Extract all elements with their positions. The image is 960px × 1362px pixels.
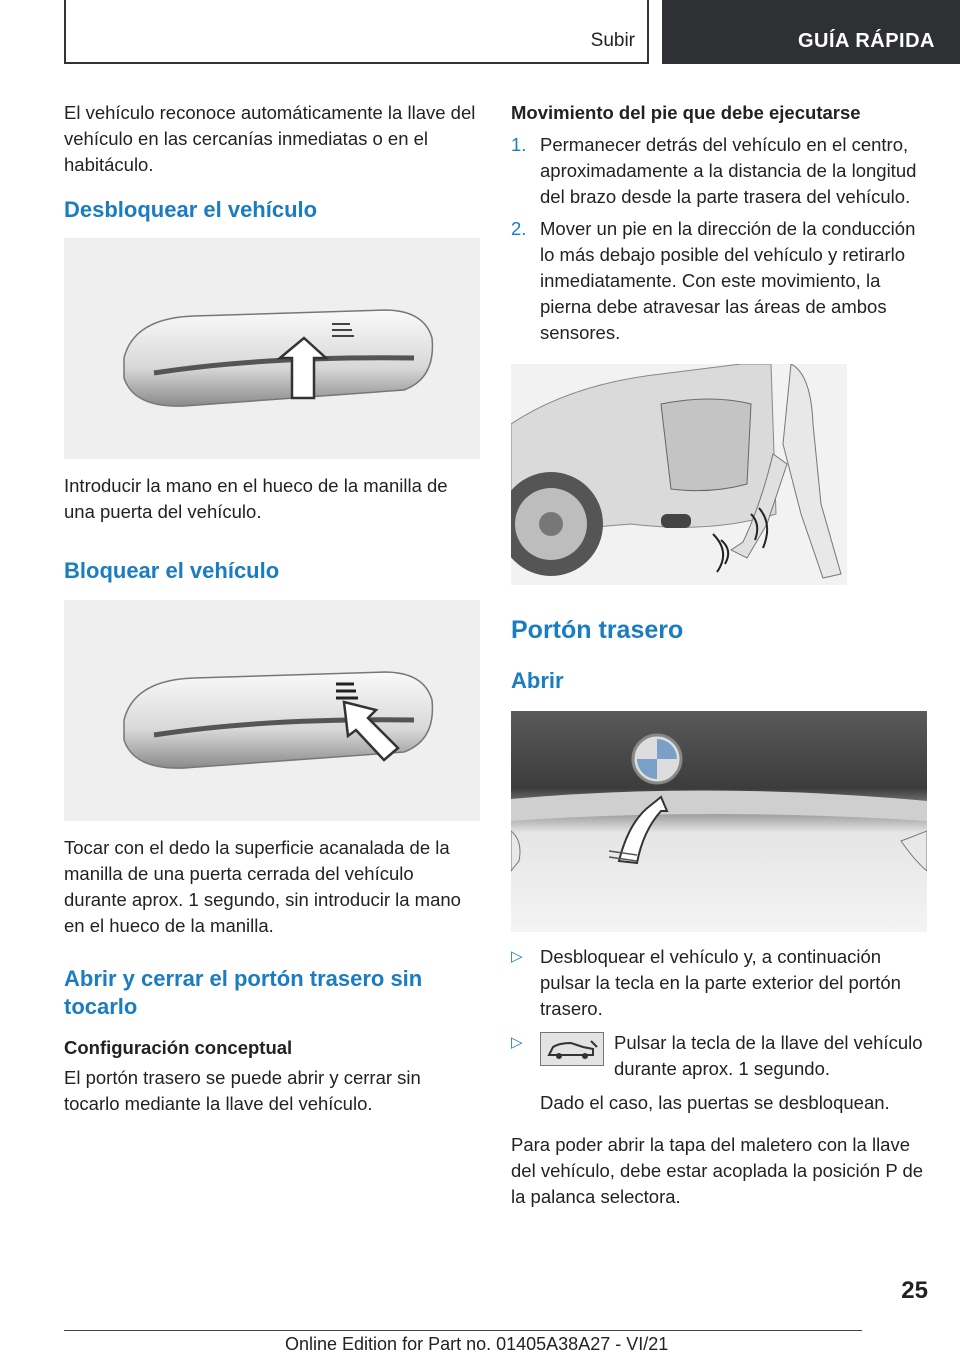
list-item [511,944,927,1022]
handsfree-heading: Abrir y cerrar el portón trasero sin tocarlo [64,966,423,1019]
step-number: 2. [511,218,527,239]
tailgate-key-button-icon [540,1032,604,1066]
bullet-text: Desbloquear el vehículo y, a continuación pulsar la tecla en la parte exterior del portón trasero. [540,946,901,1019]
unlock-caption: Introducir la mano en el hueco de la manilla de una puerta del vehículo. [64,475,448,522]
key-row [540,1030,927,1082]
step-text: Mover un pie en la dirección de la conducción lo más debajo posible del vehículo y retirarlo inmediatamente. Con este movimiento, la pierna debe atravesar las áreas de ambos sensores. [540,218,916,343]
list-item [511,1030,927,1116]
footer-divider [64,1330,862,1331]
header-box [64,0,649,64]
open-instructions [511,944,927,1116]
triangle-bullet-icon: ▷ [511,948,523,965]
step-number: 1. [511,134,527,155]
right-column [511,100,927,1210]
tailgate-button-image [511,711,927,932]
door-handle-lock-illustration [64,600,480,821]
guide-tab[interactable]: GUÍA RÁPIDA [662,0,960,64]
movement-steps [511,132,927,346]
movement-heading: Movimiento del pie que debe ejecutarse [511,102,861,123]
page-number: 25 [901,1277,928,1304]
concept-heading: Configuración conceptual [64,1037,293,1058]
door-handle-unlock-illustration [64,238,480,459]
selector-note: Para poder abrir la tapa del maletero con la llave del vehículo, debe estar acoplada la posición P de la palanca selectora. [511,1134,924,1207]
tailgate-heading: Portón trasero [511,616,684,644]
unlock-handle-image [64,238,480,459]
car-rear-with-leg-illustration [511,364,847,585]
step-text: Permanecer detrás del vehículo en el centro, aproximadamente a la distancia de la longitud del brazo desde la parte trasera del vehículo. [540,134,917,207]
subir-link[interactable]: Subir [590,30,635,51]
intro-text: El vehículo reconoce automáticamente la llave del vehículo en las cercanías inmediatas o en el habitáculo. [64,102,476,175]
left-column [64,100,480,1117]
triangle-bullet-icon: ▷ [511,1034,523,1051]
edition-text: Online Edition for Part no. 01405A38A27 - VI/21 [285,1334,669,1354]
foot-gesture-image [511,364,847,585]
bullet-note: Dado el caso, las puertas se desbloquean. [540,1092,890,1113]
step-item [511,132,927,210]
tailgate-emblem-illustration [511,711,927,932]
open-heading: Abrir [511,668,564,693]
lock-handle-image [64,600,480,821]
unlock-heading: Desbloquear el vehículo [64,197,318,222]
lock-heading: Bloquear el vehículo [64,558,280,583]
concept-text: El portón trasero se puede abrir y cerrar sin tocarlo mediante la llave del vehículo. [64,1067,421,1114]
bullet-text: Pulsar la tecla de la llave del vehículo durante aprox. 1 segundo. [614,1032,923,1079]
step-item [511,216,927,346]
lock-caption: Tocar con el dedo la superficie acanalada de la manilla de una puerta cerrada del vehículo durante aprox. 1 segundo, sin introducir la mano en el hueco de la manilla. [64,837,461,936]
